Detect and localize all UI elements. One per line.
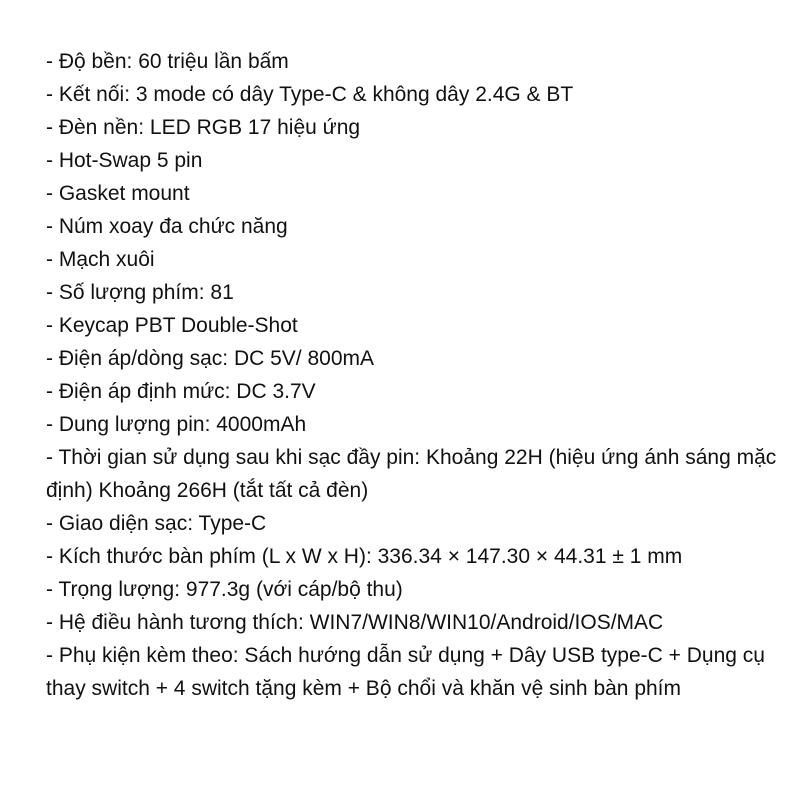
spec-accessories: - Phụ kiện kèm theo: Sách hướng dẫn sử dụng + Dây USB type-C + Dụng cụ thay switch + 4 switch tặng kèm + Bộ chổi và khăn vệ sinh bàn phím	[46, 644, 765, 700]
spec-rated-voltage: - Điện áp định mức: DC 3.7V	[46, 380, 316, 403]
spec-list	[46, 45, 781, 705]
spec-charging-port: - Giao diện sạc: Type-C	[46, 512, 267, 535]
spec-knob: - Núm xoay đa chức năng	[46, 215, 288, 238]
spec-backlight: - Đèn nền: LED RGB 17 hiệu ứng	[46, 116, 361, 139]
spec-hot-swap: - Hot-Swap 5 pin	[46, 149, 203, 172]
spec-mount: - Gasket mount	[46, 182, 190, 205]
spec-durability: - Độ bền: 60 triệu lần bấm	[46, 50, 289, 73]
spec-key-count: - Số lượng phím: 81	[46, 281, 234, 304]
spec-charging-current: - Điện áp/dòng sạc: DC 5V/ 800mA	[46, 347, 375, 370]
spec-compatible-os: - Hệ điều hành tương thích: WIN7/WIN8/WIN10/Android/IOS/MAC	[46, 611, 664, 634]
spec-keycap: - Keycap PBT Double-Shot	[46, 314, 298, 337]
spec-connectivity: - Kết nối: 3 mode có dây Type-C & không dây 2.4G & BT	[46, 83, 574, 106]
spec-usage-time: - Thời gian sử dụng sau khi sạc đầy pin: Khoảng 22H (hiệu ứng ánh sáng mặc định) Khoảng 266H (tắt tất cả đèn)	[46, 446, 777, 502]
spec-weight: - Trọng lượng: 977.3g (với cáp/bộ thu)	[46, 578, 403, 601]
spec-dimensions: - Kích thước bàn phím (L x W x H): 336.34 × 147.30 × 44.31 ± 1 mm	[46, 545, 683, 568]
spec-pcb: - Mạch xuôi	[46, 248, 155, 271]
spec-battery-capacity: - Dung lượng pin: 4000mAh	[46, 413, 307, 436]
